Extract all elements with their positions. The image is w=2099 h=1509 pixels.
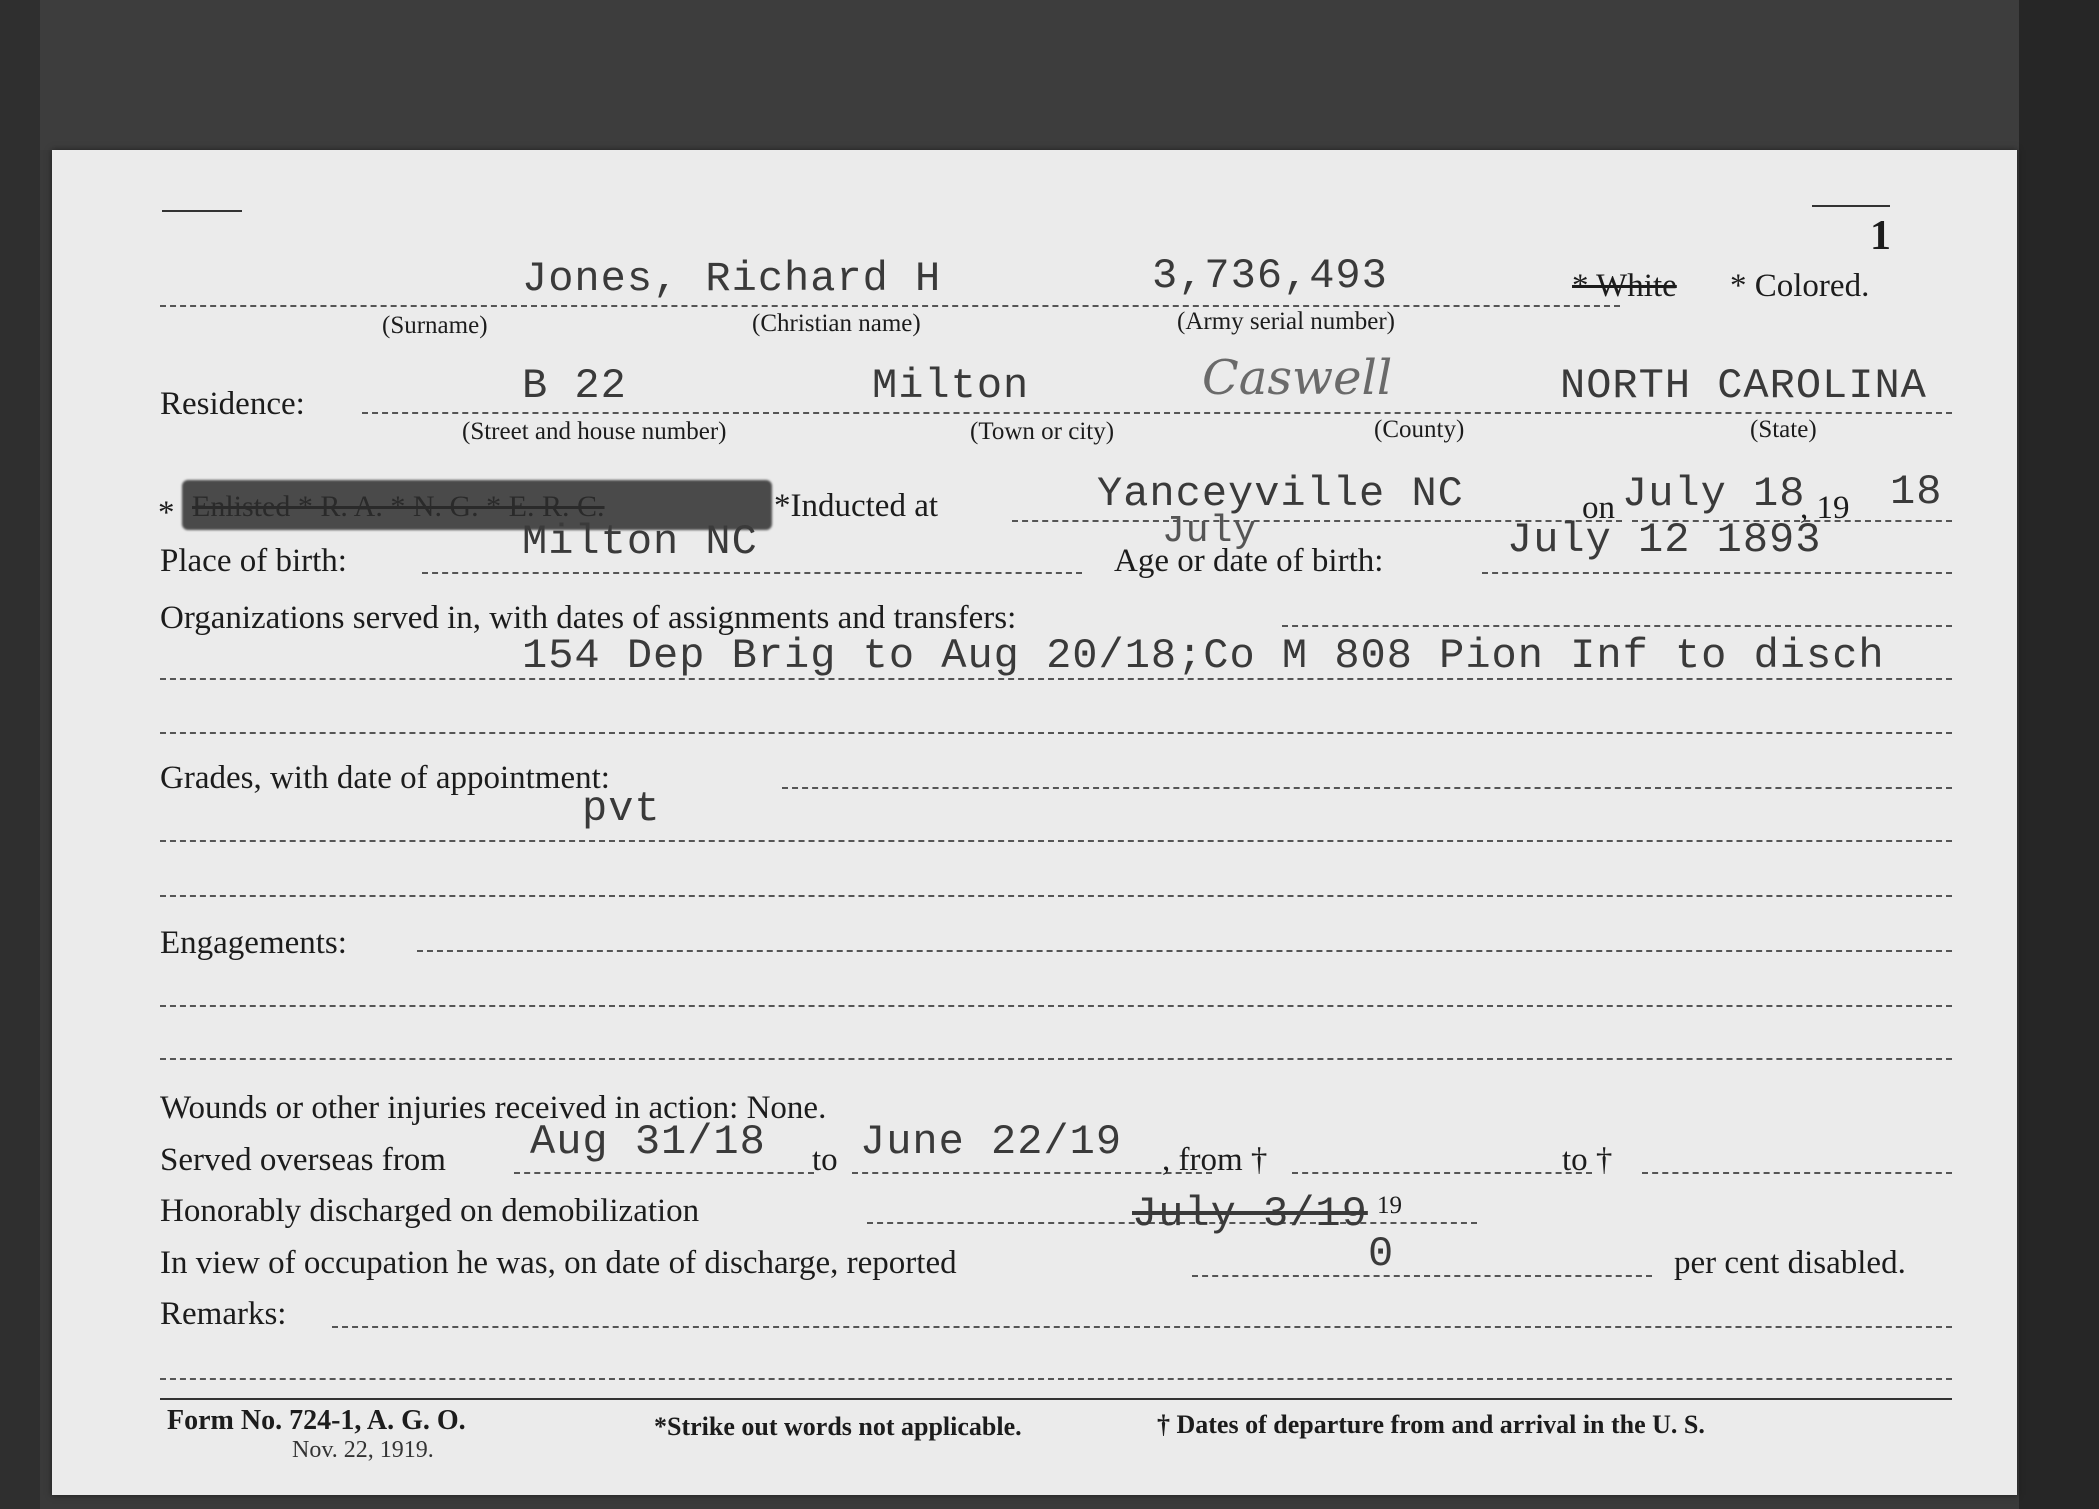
enlisted-struck: Enlisted * R. A. * N. G. * E. R. C. — [192, 490, 605, 523]
birth-date-line — [1482, 572, 1952, 574]
town-value: Milton — [872, 362, 1030, 410]
overseas-label: Served overseas from — [160, 1142, 446, 1178]
discharge-date: July 3/19 — [1132, 1190, 1368, 1238]
org-line-1 — [1282, 625, 1952, 627]
overseas-from-line — [514, 1172, 814, 1174]
overseas-to-label-2: to † — [1562, 1142, 1613, 1178]
remarks-line-1 — [332, 1326, 1952, 1328]
overseas-to-line-2 — [1642, 1172, 1952, 1174]
overseas-to-label: to — [812, 1142, 838, 1178]
place-of-birth-label: Place of birth: — [160, 543, 347, 579]
inducted-label: *Inducted at — [774, 488, 939, 524]
grades-line-1 — [782, 787, 1952, 789]
state-value: NORTH CAROLINA — [1560, 362, 1927, 410]
engagements-line-1 — [417, 950, 1952, 952]
page-number: 1 — [1870, 213, 1891, 259]
form-date: Nov. 22, 1919. — [292, 1437, 434, 1463]
grades-value: pvt — [582, 785, 661, 833]
age-label: Age or date of birth: — [1114, 543, 1384, 579]
disability-line — [1192, 1275, 1652, 1277]
disability-suffix: per cent disabled. — [1674, 1245, 1906, 1281]
footer-rule — [160, 1398, 1952, 1400]
race-colored: * Colored. — [1730, 268, 1870, 304]
background-right — [2019, 0, 2099, 1509]
disability-label: In view of occupation he was, on date of discharge, reported — [160, 1245, 957, 1281]
residence-label: Residence: — [160, 386, 305, 422]
overseas-to-1: June 22/19 — [860, 1118, 1123, 1166]
surname-caption: (Surname) — [382, 312, 488, 339]
grades-label: Grades, with date of appointment: — [160, 760, 610, 796]
name-line — [160, 305, 1620, 307]
induction-asterisk: * — [158, 495, 175, 531]
org-line-2 — [160, 678, 1952, 680]
engagements-label: Engagements: — [160, 925, 347, 961]
top-right-rule — [1812, 205, 1890, 207]
overseas-from-1: Aug 31/18 — [530, 1118, 766, 1166]
race-white-struck: * White — [1572, 268, 1677, 304]
remarks-line-2 — [160, 1378, 1952, 1380]
inducted-year: 18 — [1890, 468, 1943, 516]
background-left — [0, 0, 40, 1509]
grades-line-2 — [160, 840, 1952, 842]
background-top — [0, 0, 2099, 150]
serial-caption: (Army serial number) — [1177, 308, 1395, 335]
service-record-card — [52, 150, 2017, 1495]
overseas-to-line — [852, 1172, 1212, 1174]
footer-note-dates: † Dates of departure from and arrival in the U. S. — [1157, 1410, 1705, 1439]
inducted-place: Yanceyville NC — [1097, 470, 1464, 518]
organizations-label: Organizations served in, with dates of assignments and transfers: — [160, 600, 1017, 636]
on-label: on — [1582, 490, 1615, 526]
organizations-value: 154 Dep Brig to Aug 20/18;Co M 808 Pion Inf to disch — [522, 632, 1885, 680]
serial-value: 3,736,493 — [1152, 252, 1388, 300]
street-value: B 22 — [522, 362, 627, 410]
birth-place-line — [422, 572, 1082, 574]
county-value: Caswell — [1202, 350, 1393, 406]
overseas-from-line-2 — [1292, 1172, 1592, 1174]
surname-value: Jones, Richard H — [522, 255, 942, 303]
grades-line-3 — [160, 895, 1952, 897]
wounds-label: Wounds or other injuries received in action: None. — [160, 1090, 827, 1126]
discharge-label: Honorably discharged on demobilization — [160, 1193, 700, 1229]
top-left-rule — [162, 210, 242, 212]
overseas-from-label-2: , from † — [1162, 1142, 1268, 1178]
disability-value: 0 — [1368, 1230, 1395, 1278]
inducted-date: July 18 — [1622, 470, 1806, 518]
footer-note-strike: *Strike out words not applicable. — [654, 1412, 1022, 1441]
street-caption: (Street and house number) — [462, 418, 727, 445]
birth-date-value: July 12 1893 — [1507, 516, 1822, 564]
county-caption: (County) — [1374, 416, 1465, 443]
age-overwrite: July — [1162, 510, 1258, 553]
discharge-year: 19 — [1377, 1192, 1402, 1219]
residence-line — [362, 412, 1952, 414]
engagements-line-2 — [160, 1005, 1952, 1007]
place-of-birth-value: Milton NC — [522, 518, 758, 566]
engagements-line-3 — [160, 1058, 1952, 1060]
christian-caption: (Christian name) — [752, 310, 921, 337]
remarks-label: Remarks: — [160, 1296, 287, 1332]
org-line-3 — [160, 732, 1952, 734]
state-caption: (State) — [1750, 416, 1817, 443]
year-prefix: , 19 — [1800, 490, 1850, 526]
form-number: Form No. 724-1, A. G. O. — [167, 1405, 466, 1436]
town-caption: (Town or city) — [970, 418, 1115, 445]
